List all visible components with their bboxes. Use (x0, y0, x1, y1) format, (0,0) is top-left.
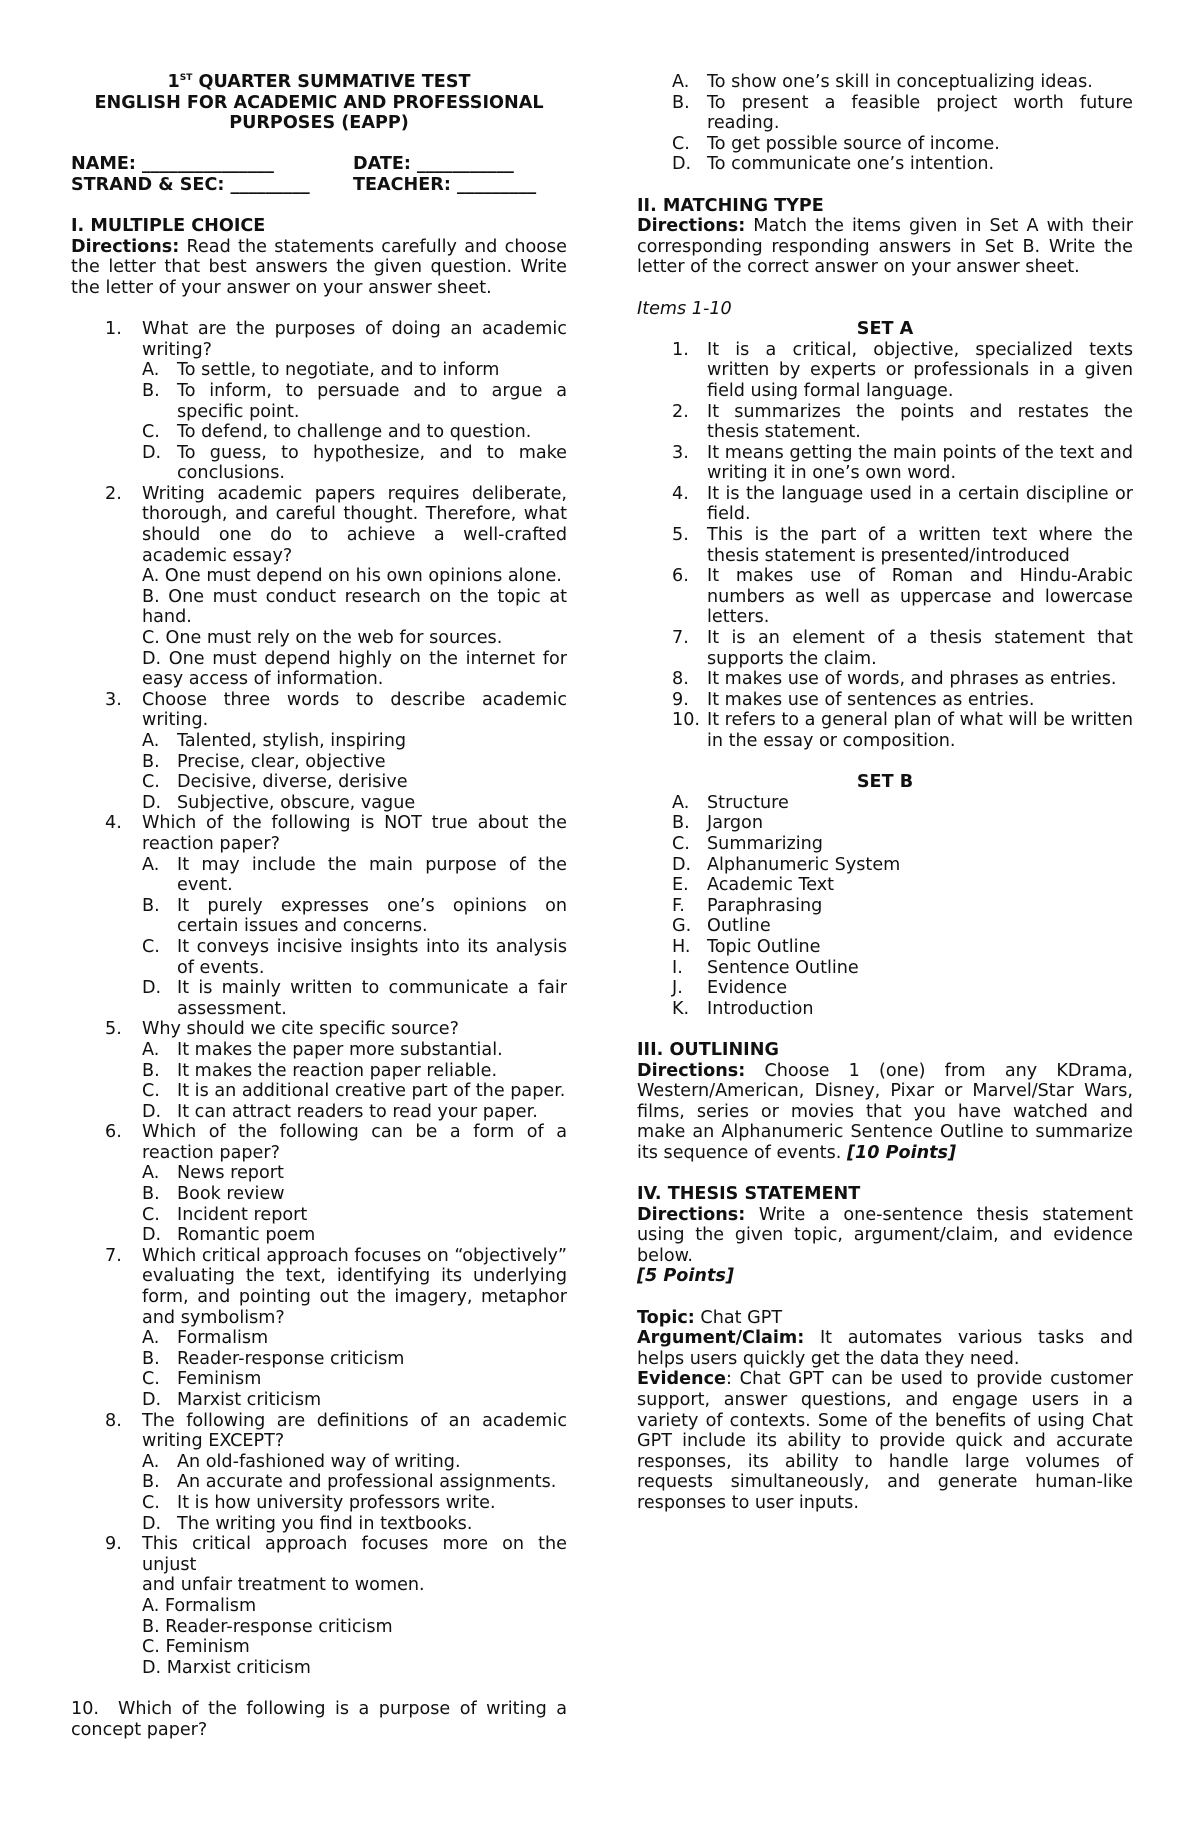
option-b[interactable]: B. One must conduct research on the topic at hand. (142, 586, 567, 628)
option-letter: D. (142, 1513, 162, 1534)
set-a-item-3 (637, 443, 1133, 484)
option-letter: C. (142, 422, 160, 443)
topic-line (637, 1308, 1133, 1329)
option-text: It makes the reaction paper reliable. (177, 1060, 498, 1081)
option-a[interactable] (142, 731, 567, 752)
item-text: It is the language used in a certain discipline or field. (707, 483, 1133, 525)
item-letter: G. (672, 916, 692, 937)
question-3 (71, 690, 567, 814)
item-number: 8. (672, 669, 689, 690)
points-label: [5 Points] (637, 1266, 734, 1287)
question-9 (71, 1534, 567, 1678)
option-letter: B. (142, 380, 160, 401)
option-b[interactable] (142, 381, 567, 422)
question-number: 9. (105, 1534, 122, 1555)
set-b-item-a (637, 793, 1133, 814)
option-text: It purely expresses one’s opinions on certain issues and concerns. (177, 895, 567, 937)
set-a-item-5 (637, 525, 1133, 566)
option-letter: A. (142, 360, 160, 381)
question-number: 8. (105, 1410, 122, 1431)
item-letter: H. (672, 936, 691, 957)
item-letter: E. (672, 875, 689, 896)
title-superscript: ST (179, 73, 193, 84)
option-letter: D. (672, 154, 692, 175)
option-text: An old-fashioned way of writing. (177, 1451, 461, 1472)
option-b[interactable] (142, 752, 567, 773)
set-a-item-6 (637, 566, 1133, 628)
option-text: The writing you find in textbooks. (177, 1513, 473, 1534)
option-text: To show one’s skill in conceptualizing ideas. (707, 72, 1093, 92)
item-letter: C. (672, 833, 690, 854)
option-d[interactable]: D. Marxist criticism (142, 1657, 311, 1678)
option-c[interactable] (142, 772, 567, 793)
item-text: Outline (707, 916, 771, 937)
option-letter: C. (142, 1204, 160, 1225)
question-text-line1: This critical approach focuses more on the unjust (142, 1534, 567, 1575)
item-number: 6. (672, 566, 689, 587)
set-a-item-8 (637, 669, 1133, 690)
option-letter: B. (142, 1348, 160, 1369)
option-text: To guess, to hypothesize, and to make conclusions. (177, 442, 567, 484)
option-letter: B. (142, 1472, 160, 1493)
points-label: [10 Points] (846, 1142, 957, 1163)
item-text: This is the part of a written text where the thesis statement is presented/introduced (707, 525, 1133, 566)
set-b-item-k (637, 999, 1133, 1020)
option-text: To settle, to negotiate, and to inform (177, 360, 500, 381)
item-letter: K. (672, 998, 690, 1019)
option-letter: D. (142, 978, 162, 999)
option-text: Marxist criticism (177, 1390, 322, 1410)
item-number: 5. (672, 525, 689, 546)
question-number: 4. (105, 813, 122, 834)
option-letter: A. (142, 1328, 160, 1349)
set-b-item-d (637, 855, 1133, 876)
question-text: Why should we cite specific source? (142, 1019, 459, 1040)
set-a-item-10 (637, 710, 1133, 751)
option-a[interactable] (142, 855, 567, 896)
option-text: Book review (177, 1184, 285, 1205)
item-text: Summarizing (707, 833, 823, 854)
option-text: Precise, clear, objective (177, 751, 386, 772)
question-text: Which critical approach focuses on “objectively” evaluating the text, identifying its underlying form, and pointing out the imagery, metaphor and symbolism? (142, 1245, 567, 1328)
option-text: Romantic poem (177, 1225, 316, 1246)
evidence-label: Evidence (637, 1369, 726, 1390)
subject-line-2: PURPOSES (EAPP) (229, 113, 409, 134)
title-number: 1 (167, 72, 180, 92)
question-number: 7. (105, 1245, 122, 1266)
topic-text: Chat GPT (694, 1307, 783, 1328)
option-text: Feminism (177, 1369, 262, 1390)
part4-heading: IV. THESIS STATEMENT (637, 1184, 861, 1205)
option-c[interactable] (142, 1493, 567, 1514)
option-c[interactable]: C. Feminism (142, 1637, 250, 1658)
strand-teacher-row (71, 175, 567, 196)
item-letter: B. (672, 813, 690, 834)
item-text: It makes use of words, and phrases as entries. (707, 669, 1117, 690)
option-letter: A. (142, 731, 160, 751)
option-letter: D. (142, 1101, 162, 1122)
directions-text: Write a one-sentence thesis statement using the given topic, argument/claim, and evidence below. (637, 1204, 1133, 1266)
part3-heading: III. OUTLINING (637, 1039, 779, 1060)
option-c[interactable] (142, 1205, 567, 1226)
directions-text: Match the items given in Set A with their corresponding responding answers in Set B. Write the letter of the correct answer on your answer sheet. (637, 216, 1133, 278)
option-letter: A. (142, 854, 160, 875)
title-text: QUARTER SUMMATIVE TEST (198, 72, 471, 92)
option-text: To defend, to challenge and to question. (177, 422, 532, 443)
name-date-row (71, 154, 567, 175)
option-letter: D. (142, 1390, 162, 1410)
option-d[interactable]: D. One must depend highly on the internet for easy access of information. (142, 648, 567, 690)
option-letter: C. (142, 1369, 160, 1390)
item-text: It is a critical, objective, specialized texts written by experts or professionals in a given field using formal language. (707, 339, 1133, 401)
option-a[interactable] (142, 1328, 567, 1349)
question-5 (71, 1019, 567, 1122)
evidence-line (637, 1369, 1133, 1513)
option-text: It conveys incisive insights into its analysis of events. (177, 936, 567, 978)
set-b-title: SET B (856, 772, 914, 793)
question-8 (71, 1411, 567, 1535)
option-c[interactable] (142, 1081, 567, 1102)
directions-label: Directions: (71, 236, 180, 257)
item-text: Evidence (707, 978, 788, 999)
item-text: It is an element of a thesis statement that supports the claim. (707, 628, 1133, 669)
option-text: Incident report (177, 1204, 308, 1225)
question-number: 6. (105, 1122, 122, 1143)
option-text: To present a feasible project worth future reading. (707, 92, 1133, 134)
question-2 (71, 484, 567, 690)
item-text: Paraphrasing (707, 895, 823, 916)
claim-line (637, 1328, 1133, 1369)
option-a[interactable]: A. One must depend on his own opinions alone. (142, 566, 562, 587)
item-number: 7. (672, 628, 689, 649)
option-letter: A. (142, 1451, 160, 1472)
option-c[interactable] (142, 1369, 567, 1390)
item-text: Academic Text (707, 875, 835, 896)
option-letter: B. (142, 751, 160, 772)
option-letter: B. (142, 1184, 160, 1205)
option-letter: C. (142, 772, 160, 793)
item-text: Structure (707, 792, 789, 813)
strand-section-field[interactable]: STRAND & SEC: _________ (71, 174, 310, 195)
items-label: Items 1-10 (637, 298, 732, 319)
option-text: Formalism (177, 1328, 269, 1349)
question-7 (71, 1246, 567, 1411)
topic-label: Topic: (637, 1307, 695, 1328)
question-text: Which of the following is NOT true about the reaction paper? (142, 813, 567, 854)
option-b[interactable] (142, 1184, 567, 1205)
question-10 (71, 1699, 567, 1740)
q10-option-c[interactable] (637, 134, 1133, 155)
part1-heading: I. MULTIPLE CHOICE (71, 216, 266, 237)
option-text: It is an additional creative part of the paper. (177, 1081, 566, 1102)
subject-line-1: ENGLISH FOR ACADEMIC AND PROFESSIONAL (94, 92, 544, 113)
right-column (637, 72, 1133, 1514)
set-a-item-9 (637, 690, 1133, 711)
option-letter: C. (142, 936, 160, 957)
evidence-text: : Chat GPT can be used to provide customer support, answer questions, and engage users in a variety of contexts. Some of the benefits of using Chat GPT include its ability to provide quick and accurate responses, its ability to handle large volumes of requests simultaneously, and generate human-like responses to user inputs. (637, 1369, 1133, 1513)
set-b-item-h (637, 937, 1133, 958)
item-letter: F. (672, 895, 685, 916)
set-a-item-1 (637, 340, 1133, 402)
directions-text: Read the statements carefully and choose the letter that best answers the given question. Write the letter of your answer on your answer sheet. (71, 236, 567, 298)
q10-option-b[interactable] (637, 93, 1133, 134)
option-text: To communicate one’s intention. (707, 154, 995, 175)
question-text: The following are definitions of an academic writing EXCEPT? (142, 1410, 567, 1452)
option-d[interactable] (142, 443, 567, 484)
option-letter: C. (672, 133, 690, 154)
item-text: It means getting the main points of the text and writing it in one’s own word. (707, 442, 1133, 484)
option-text: To inform, to persuade and to argue a specific point. (177, 380, 567, 422)
item-letter: J. (672, 978, 683, 999)
item-text: Topic Outline (707, 936, 821, 957)
name-field[interactable]: NAME: _______________ (71, 154, 274, 175)
item-text: It refers to a general plan of what will be written in the essay or composition. (707, 710, 1133, 751)
left-column (71, 72, 567, 1740)
item-text: It summarizes the points and restates the thesis statement. (707, 401, 1133, 443)
option-letter: A. (142, 1163, 160, 1184)
q10-option-a[interactable] (637, 72, 1133, 93)
option-text: Decisive, diverse, derisive (177, 772, 408, 793)
option-a[interactable]: A. Formalism (142, 1595, 257, 1616)
option-d[interactable] (142, 1102, 567, 1123)
set-b-item-g (637, 916, 1133, 937)
question-number: 2. (105, 483, 122, 504)
part2-heading: II. MATCHING TYPE (637, 195, 824, 216)
option-a[interactable] (142, 1452, 567, 1473)
item-letter: D. (672, 854, 692, 875)
item-number: 9. (672, 689, 689, 710)
item-text: It makes use of sentences as entries. (707, 689, 1035, 710)
set-b-item-c (637, 834, 1133, 855)
item-number: 1. (672, 339, 689, 360)
option-text: Reader-response criticism (177, 1348, 405, 1369)
option-text: Subjective, obscure, vague (177, 792, 416, 813)
claim-text: It automates various tasks and helps users quickly get the data they need. (637, 1328, 1133, 1369)
option-letter: A. (672, 72, 690, 92)
question-number: 10. (71, 1698, 99, 1719)
teacher-field[interactable]: TEACHER: _________ (353, 174, 537, 195)
option-b[interactable] (142, 1349, 567, 1370)
option-letter: B. (142, 1060, 160, 1081)
item-text: Introduction (707, 998, 814, 1019)
option-letter: D. (142, 792, 162, 813)
option-letter: D. (142, 442, 162, 463)
item-number: 3. (672, 442, 689, 463)
item-number: 4. (672, 483, 689, 504)
set-a-item-7 (637, 628, 1133, 669)
item-number: 10. (672, 710, 700, 731)
question-number: 3. (105, 689, 122, 710)
option-a[interactable] (142, 1163, 567, 1184)
option-text: Talented, stylish, inspiring (177, 731, 407, 751)
set-a-title: SET A (856, 319, 914, 340)
question-4 (71, 813, 567, 1019)
question-number: 1. (105, 319, 122, 340)
item-text: It makes use of Roman and Hindu-Arabic numbers as well as uppercase and lowercase letters. (707, 566, 1133, 628)
option-a[interactable] (142, 1040, 567, 1061)
question-text: Which of the following is a purpose of writing a concept paper? (71, 1698, 568, 1740)
date-field[interactable]: DATE: ___________ (353, 154, 514, 175)
set-b-item-f (637, 896, 1133, 917)
part1-directions (71, 237, 567, 299)
directions-text: Choose 1 (one) from any KDrama, Western/American, Disney, Pixar or Marvel/Star Wars, films, series or movies that you have watched and make an Alphanumeric Sentence Outline to summarize its sequence of events. (637, 1060, 1133, 1163)
item-text: Sentence Outline (707, 957, 859, 978)
q10-option-d[interactable] (637, 154, 1133, 175)
option-d[interactable] (142, 1514, 567, 1535)
test-title (71, 72, 567, 93)
question-text-line2: and unfair treatment to women. (142, 1575, 425, 1596)
set-b-item-j (637, 978, 1133, 999)
option-text: It makes the paper more substantial. (177, 1039, 503, 1060)
option-c[interactable]: C. One must rely on the web for sources. (142, 628, 503, 649)
directions-label: Directions: (637, 1060, 746, 1081)
item-letter: A. (672, 792, 690, 813)
part3-directions (637, 1061, 1133, 1164)
option-text: An accurate and professional assignments. (177, 1472, 557, 1493)
option-b[interactable] (142, 1472, 567, 1493)
question-text: Choose three words to describe academic writing. (142, 689, 567, 731)
part2-directions (637, 216, 1133, 278)
item-text: Jargon (707, 813, 763, 834)
option-d[interactable] (142, 793, 567, 814)
option-text: To get possible source of income. (707, 133, 1000, 154)
option-c[interactable] (142, 937, 567, 978)
set-a-item-2 (637, 402, 1133, 443)
option-letter: A. (142, 1039, 160, 1060)
option-text: News report (177, 1163, 284, 1184)
option-text: It can attract readers to read your paper. (177, 1101, 538, 1122)
question-text: Writing academic papers requires deliberate, thorough, and careful thought. Therefore, what should one do to achieve a well-crafted academic essay? (142, 483, 567, 566)
option-b[interactable]: B. Reader-response criticism (142, 1616, 393, 1637)
option-d[interactable] (142, 978, 567, 1019)
question-1 (71, 319, 567, 484)
option-text: It may include the main purpose of the event. (177, 854, 567, 896)
set-b-item-e (637, 875, 1133, 896)
option-c[interactable] (142, 422, 567, 443)
directions-label: Directions: (637, 1204, 746, 1225)
item-text: Alphanumeric System (707, 854, 901, 875)
set-b-item-b (637, 813, 1133, 834)
option-text: It is how university professors write. (177, 1492, 496, 1513)
item-number: 2. (672, 401, 689, 422)
question-number: 5. (105, 1019, 122, 1040)
directions-label: Directions: (637, 216, 746, 237)
option-d[interactable] (142, 1225, 567, 1246)
option-letter: C. (142, 1492, 160, 1513)
option-b[interactable] (142, 1061, 567, 1082)
option-text: It is mainly written to communicate a fair assessment. (177, 978, 567, 1019)
option-letter: C. (142, 1081, 160, 1102)
option-letter: B. (672, 92, 690, 113)
option-d[interactable] (142, 1390, 567, 1411)
option-letter: B. (142, 895, 160, 916)
option-b[interactable] (142, 896, 567, 937)
option-letter: D. (142, 1225, 162, 1246)
question-6 (71, 1122, 567, 1246)
option-a[interactable] (142, 360, 567, 381)
question-text: What are the purposes of doing an academic writing? (142, 319, 567, 360)
set-a-item-4 (637, 484, 1133, 525)
question-text: Which of the following can be a form of a reaction paper? (142, 1122, 567, 1163)
item-letter: I. (672, 957, 683, 978)
set-b-item-i (637, 958, 1133, 979)
claim-label: Argument/Claim: (637, 1328, 805, 1349)
part4-directions (637, 1205, 1133, 1267)
